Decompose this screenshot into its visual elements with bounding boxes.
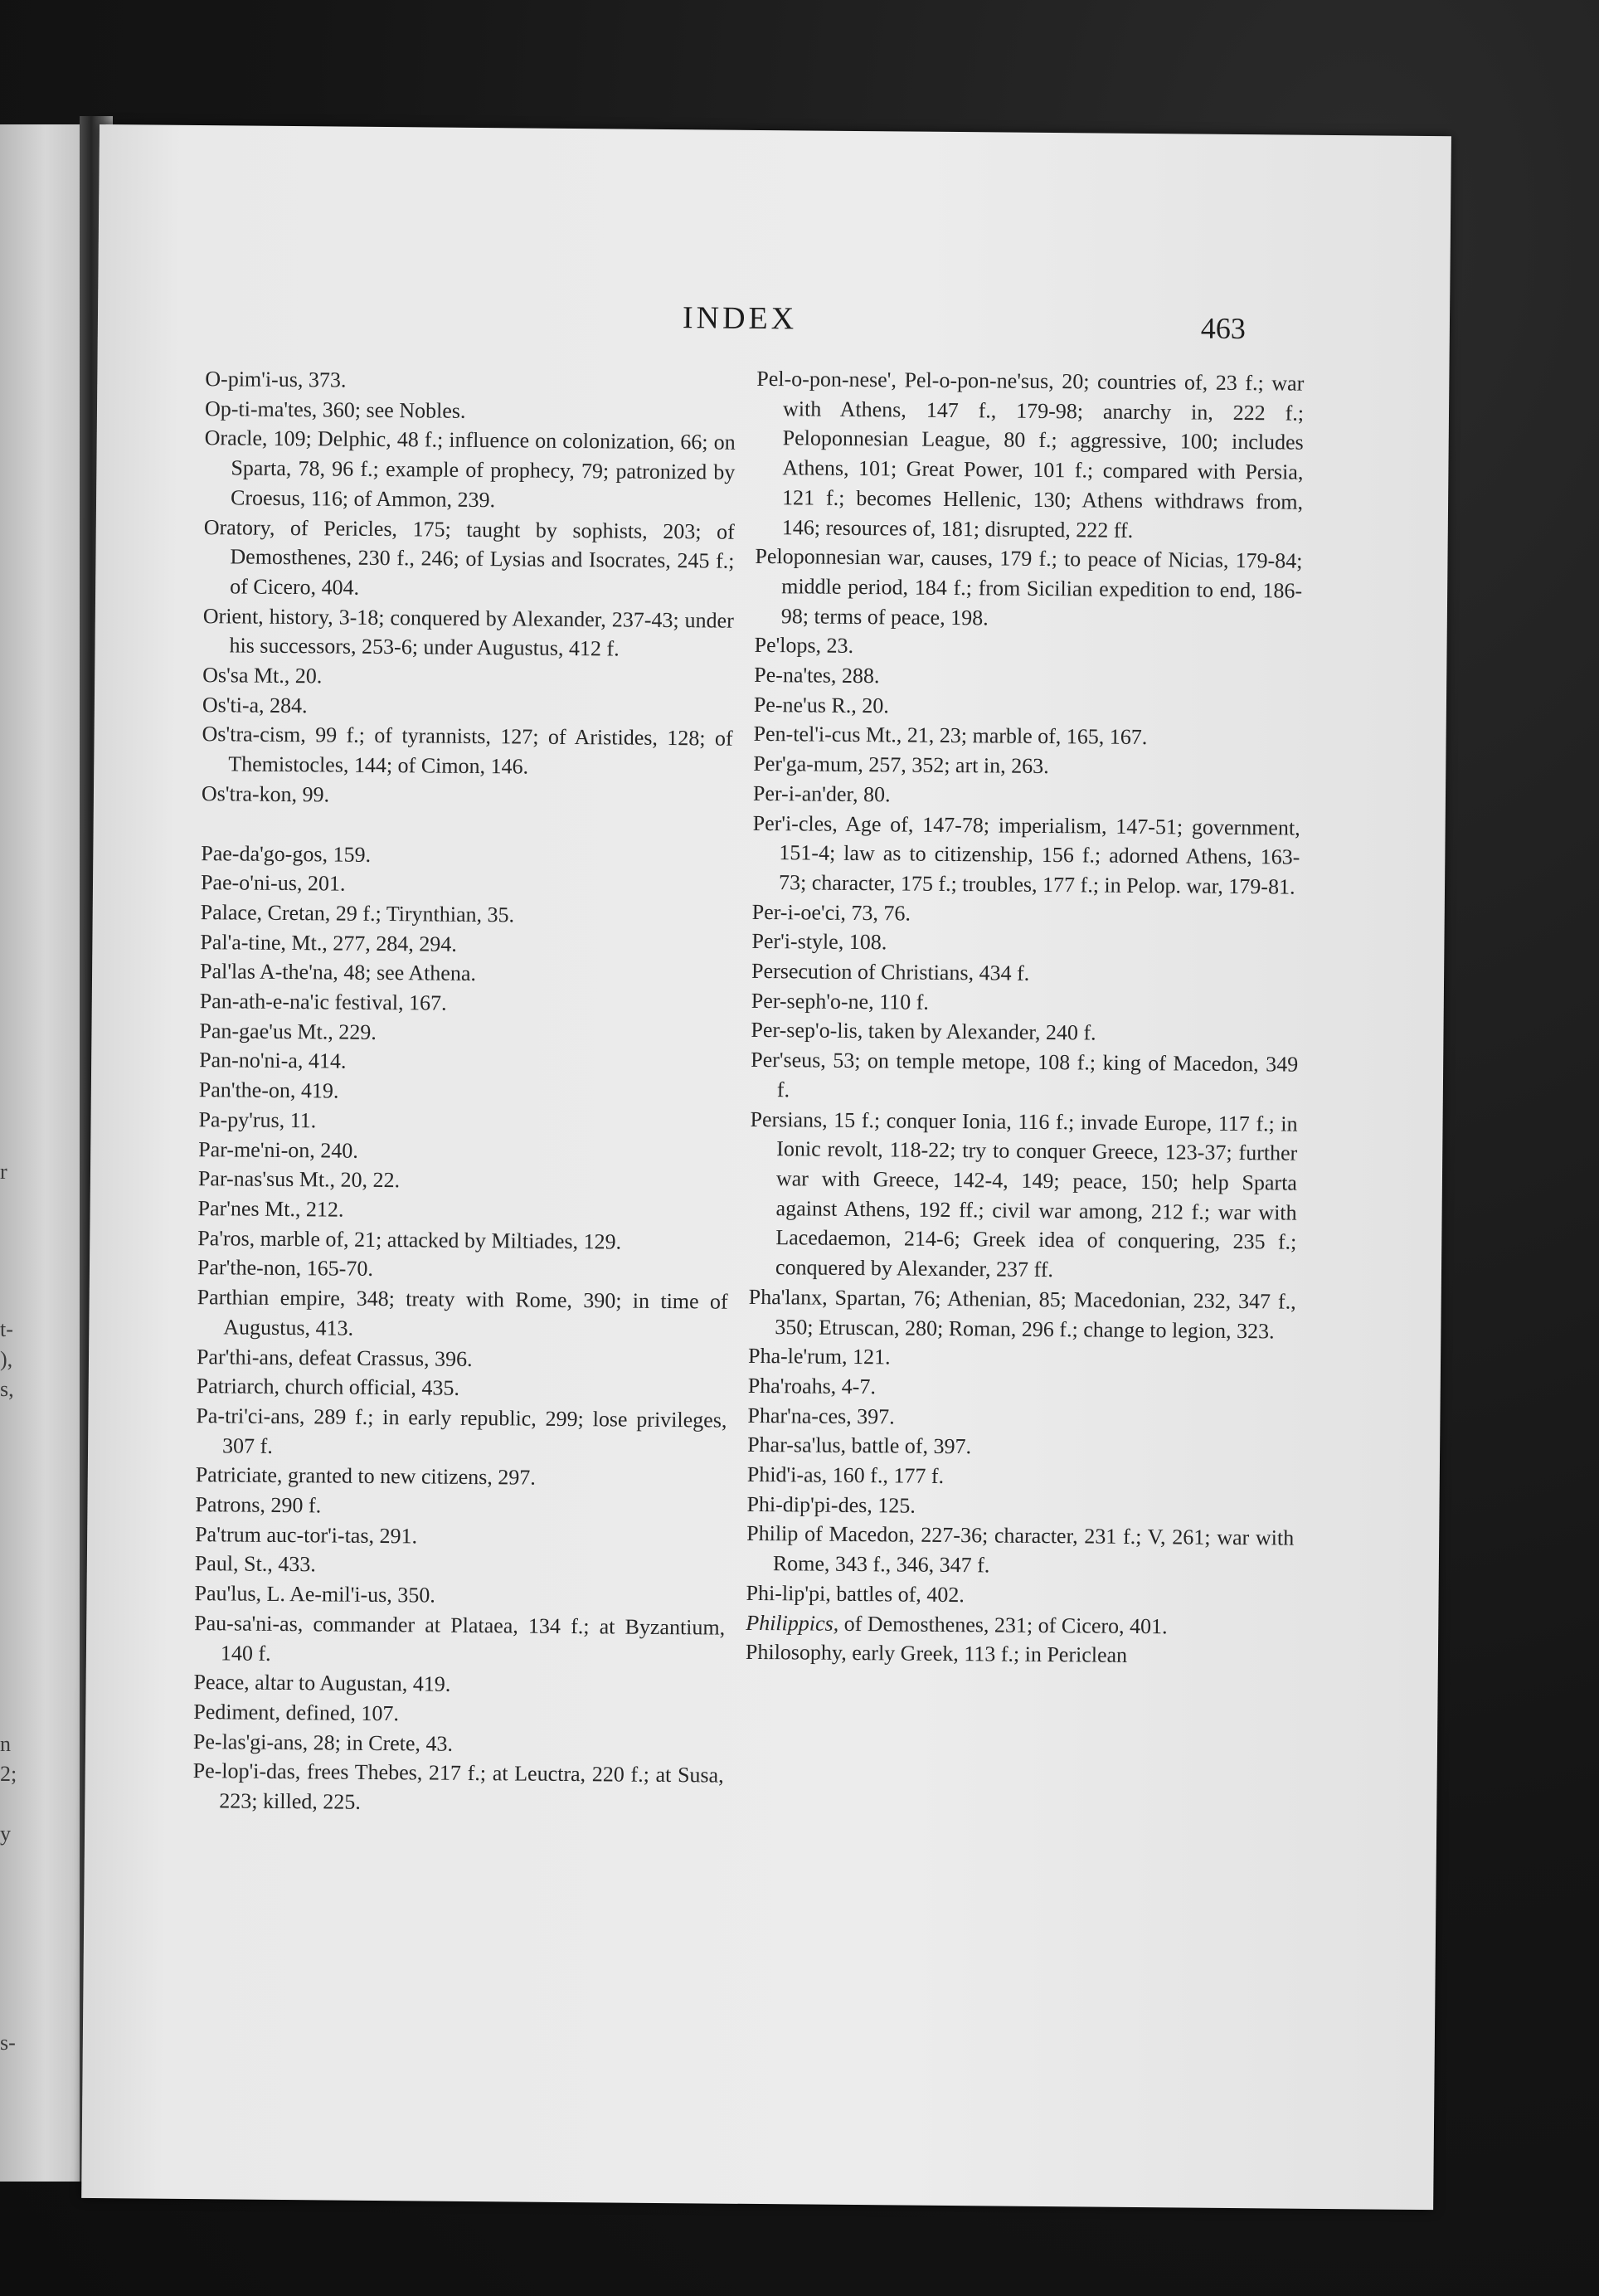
adjacent-page-fragment: s- xyxy=(0,2031,16,2055)
index-entry: Palace, Cretan, 29 f.; Tirynthian, 35. xyxy=(200,900,515,927)
adjacent-page-edge xyxy=(0,124,83,2182)
index-entry: Phid'i-as, 160 f., 177 f. xyxy=(746,1462,945,1488)
adjacent-page-fragment: y xyxy=(0,1822,11,1846)
adjacent-page-fragment: 2; xyxy=(0,1762,17,1786)
index-entry: Philosophy, early Greek, 113 f.; in Periclean xyxy=(745,1640,1128,1668)
index-entry: Par'nes Mt., 212. xyxy=(197,1196,344,1222)
index-entry: Par-me'ni-on, 240. xyxy=(198,1136,358,1163)
index-entry-text: of Demosthenes, 231; of Cicero, 401. xyxy=(838,1611,1168,1638)
index-entry: Phi-dip'pi-des, 125. xyxy=(746,1491,916,1518)
index-entry: Pau'lus, L. Ae-mil'i-us, 350. xyxy=(194,1581,435,1608)
index-entry: Pha'lanx, Spartan, 76; Athenian, 85; Macedonian, 232, 347 f., 350; Etruscan, 280; Roman, 296 f.; change to legion, 323. xyxy=(748,1284,1296,1343)
page-number: 463 xyxy=(1200,311,1247,346)
index-entry: Par-nas'sus Mt., 20, 22. xyxy=(197,1166,401,1193)
index-entry: Pha-le'rum, 121. xyxy=(747,1344,891,1369)
index-entry: Pa-py'rus, 11. xyxy=(198,1107,317,1133)
index-entry: Paul, St., 433. xyxy=(194,1551,316,1577)
index-entry: Patrons, 290 f. xyxy=(195,1492,322,1518)
index-entry: Oracle, 109; Delphic, 48 f.; influence on colonization, 66; on Sparta, 78, 96 f.; example of prophecy, 79; patronized by Croesus, 116; of Ammon, 239. xyxy=(204,426,736,512)
index-entry: Pe-lop'i-das, frees Thebes, 217 f.; at Leuctra, 220 f.; at Susa, 223; killed, 225. xyxy=(192,1758,724,1814)
index-entry xyxy=(746,1608,1293,1642)
index-entry: Persians, 15 f.; conquer Ionia, 116 f.; invade Europe, 117 f.; in Ionic revolt, 118-22; try to conquer Greece, 123-37; further war with Greece, 142-4, 149; peace, 150; help Sparta against Athens, 192 ff.; civil war among, 212 f.; war with Lacedaemon, 214-6; Greek idea of conquering, 235 f.; conquered by Alexander, 237 ff. xyxy=(750,1107,1298,1282)
index-entry: Os'sa Mt., 20. xyxy=(202,663,323,688)
index-entry: Per-sep'o-lis, taken by Alexander, 240 f. xyxy=(751,1018,1096,1045)
adjacent-page-fragment: t- xyxy=(0,1317,13,1341)
index-entry: Pediment, defined, 107. xyxy=(193,1699,400,1726)
index-entry: Pe-na'tes, 288. xyxy=(754,662,880,688)
running-head: INDEX xyxy=(682,300,798,337)
index-entry: Pe-ne'us R., 20. xyxy=(753,692,889,718)
index-entry: Patriciate, granted to new citizens, 297. xyxy=(195,1462,537,1490)
index-entry: Per-seph'o-ne, 110 f. xyxy=(751,988,929,1014)
index-entry: Pan-no'ni-a, 414. xyxy=(199,1048,347,1074)
index-entry: Phar-sa'lus, battle of, 397. xyxy=(747,1433,972,1459)
index-entry: Peloponnesian war, causes, 179 f.; to peace of Nicias, 179-84; middle period, 184 f.; from Sicilian expedition to end, 186-98; terms of peace, 198. xyxy=(755,544,1303,630)
index-entry: Pae-o'ni-us, 201. xyxy=(200,870,346,896)
index-entry: Peace, altar to Augustan, 419. xyxy=(193,1670,451,1696)
index-entry: Pan'the-on, 419. xyxy=(198,1077,339,1103)
index-entry: Pal'a-tine, Mt., 277, 284, 294. xyxy=(200,929,457,956)
adjacent-page-fragment: r xyxy=(0,1160,7,1184)
index-entry: Pel-o-pon-nese', Pel-o-pon-ne'sus, 20; countries of, 23 f.; war with Athens, 147 f., 179-98; anarchy in, 222 f.; Peloponnesian League, 80 f.; aggressive, 100; includes Athens, 101; Great Power, 101 f.; compared with Persia, 121 f.; becomes Hellenic, 130; Athens withdraws from, 146; resources of, 181; disrupted, 222 ff. xyxy=(756,366,1305,542)
adjacent-page-fragment: s, xyxy=(0,1377,14,1401)
index-entry: Parthian empire, 348; treaty with Rome, 390; in time of Augustus, 413. xyxy=(197,1285,728,1340)
index-entry: Per-i-an'der, 80. xyxy=(752,781,891,807)
index-entry: Par'the-non, 165-70. xyxy=(197,1255,374,1282)
index-entry: Pae-da'go-gos, 159. xyxy=(201,840,372,867)
index-entry: Os'tra-kon, 99. xyxy=(201,781,330,807)
index-entry: Phar'na-ces, 397. xyxy=(747,1403,895,1429)
index-entry: Persecution of Christians, 434 f. xyxy=(751,958,1030,985)
index-entry: Pen-tel'i-cus Mt., 21, 23; marble of, 165, 167. xyxy=(753,722,1148,750)
index-entry: Phi-lip'pi, battles of, 402. xyxy=(746,1580,965,1607)
index-entry: Par'thi-ans, defeat Crassus, 396. xyxy=(196,1344,473,1371)
index-entry: Os'tra-cism, 99 f.; of tyrannists, 127; of Aristides, 128; of Themistocles, 144; of Cimon, 146. xyxy=(202,722,733,779)
index-entry: Os'ti-a, 284. xyxy=(202,692,308,718)
index-entry: Pa'ros, marble of, 21; attacked by Miltiades, 129. xyxy=(197,1225,622,1254)
index-entry: Oratory, of Pericles, 175; taught by sophists, 203; of Demosthenes, 230 f., 246; of Lysias and Isocrates, 245 f.; of Cicero, 404. xyxy=(203,514,735,600)
index-entry: Pau-sa'ni-as, commander at Plataea, 134 f.; at Byzantium, 140 f. xyxy=(194,1610,726,1666)
index-entry-italic-head: Philippics, xyxy=(746,1610,839,1636)
index-entry: Per'ga-mum, 257, 352; art in, 263. xyxy=(753,752,1049,779)
index-entry: Orient, history, 3-18; conquered by Alexander, 237-43; under his successors, 253-6; under Augustus, 412 f. xyxy=(202,603,734,661)
index-entry: Per'i-style, 108. xyxy=(751,929,887,955)
index-entry: Pe'lops, 23. xyxy=(754,633,854,659)
index-entry: Pan-ath-e-na'ic festival, 167. xyxy=(199,989,447,1015)
index-entry: Per'seus, 53; on temple metope, 108 f.; king of Macedon, 349 f. xyxy=(751,1048,1299,1102)
adjacent-page-fragment: n xyxy=(0,1732,11,1756)
adjacent-page-fragment: ), xyxy=(0,1347,13,1371)
index-entry: Per'i-cles, Age of, 147-78; imperialism, 147-51; government, 151-4; law as to citizenship, 156 f.; adorned Athens, 163-73; character, 175 f.; troubles, 177 f.; in Pelop. war, 179-81. xyxy=(752,810,1300,899)
index-entry: Per-i-oe'ci, 73, 76. xyxy=(751,899,911,926)
index-column-right xyxy=(746,364,1305,1672)
index-entry: Philip of Macedon, 227-36; character, 231 f.; V, 261; war with Rome, 343 f., 346, 347 f. xyxy=(746,1521,1295,1578)
index-entry: Pe-las'gi-ans, 28; in Crete, 43. xyxy=(192,1729,454,1756)
index-entry: Op-ti-ma'tes, 360; see Nobles. xyxy=(204,396,466,423)
index-entry: Patriarch, church official, 435. xyxy=(196,1374,460,1401)
index-entry: Pan-gae'us Mt., 229. xyxy=(199,1018,377,1044)
index-entry: Pa-tri'ci-ans, 289 f.; in early republic, 299; lose privileges, 307 f. xyxy=(196,1403,727,1458)
index-entry: Pa'trum auc-tor'i-tas, 291. xyxy=(195,1521,418,1549)
index-column-left xyxy=(192,364,736,1820)
index-entry: O-pim'i-us, 373. xyxy=(205,367,347,392)
index-entry: Pha'roahs, 4-7. xyxy=(747,1373,877,1399)
index-entry: Pal'las A-the'na, 48; see Athena. xyxy=(199,959,477,986)
index-page xyxy=(81,124,1451,2210)
